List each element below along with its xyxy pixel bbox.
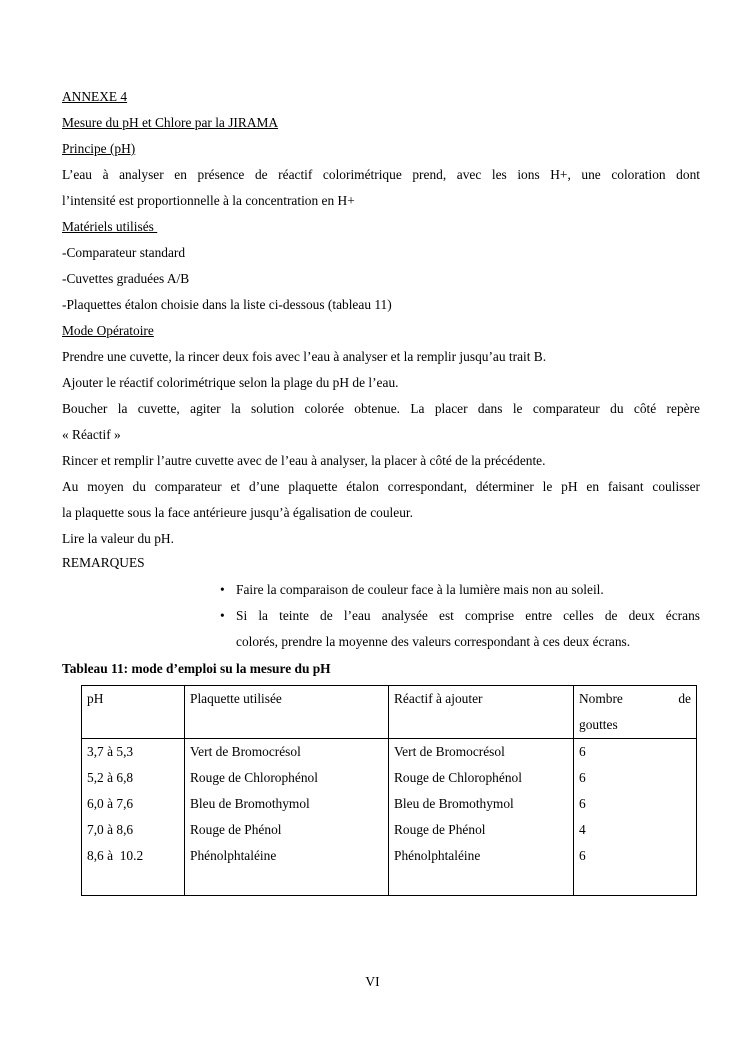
drops-column: 6 6 6 4 6 (574, 739, 697, 896)
section-title: Mesure du pH et Chlore par la JIRAMA (62, 115, 279, 130)
bullet-icon: • (220, 608, 225, 623)
principle-line-2: l’intensité est proportionnelle à la concentration en H+ (62, 193, 355, 208)
materials-heading: Matériels utilisés (62, 219, 158, 234)
header-plate: Plaquette utilisée (185, 686, 389, 739)
table-body-row (82, 739, 697, 896)
procedure-heading: Mode Opératoire (62, 323, 154, 338)
procedure-step-1: Prendre une cuvette, la rincer deux fois avec l’eau à analyser et la remplir jusqu’au trait B. (62, 349, 547, 364)
header-drops: Nombre de gouttes (574, 686, 697, 739)
procedure-step-4: Rincer et remplir l’autre cuvette avec de l’eau à analyser, la placer à côté de la précédente. (62, 453, 546, 468)
remark-item-2-continued: colorés, prendre la moyenne des valeurs correspondant à ces deux écrans. (236, 634, 631, 649)
header-ph: pH (82, 686, 185, 739)
principle-line-1: L’eau à analyser en présence de réactif colorimétrique prend, avec les ions H+, une coloration dont (62, 167, 700, 182)
procedure-step-3-line-1: Boucher la cuvette, agiter la solution colorée obtenue. La placer dans le comparateur du côté repère (62, 401, 700, 416)
procedure-step-5-line-2: la plaquette sous la face antérieure jusqu’à égalisation de couleur. (62, 505, 413, 520)
annex-title: ANNEXE 4 (62, 89, 128, 104)
remarks-heading: REMARQUES (62, 555, 145, 570)
materials-item-1: -Comparateur standard (62, 245, 186, 260)
procedure-step-2: Ajouter le réactif colorimétrique selon la plage du pH de l’eau. (62, 375, 399, 390)
page-number: VI (365, 974, 380, 989)
table-caption: Tableau 11: mode d’emploi su la mesure du pH (62, 661, 331, 676)
materials-item-3: -Plaquettes étalon choisie dans la liste ci-dessous (tableau 11) (62, 297, 392, 312)
procedure-step-3-line-2: « Réactif » (62, 427, 121, 442)
table-header-row (82, 686, 697, 739)
procedure-step-6: Lire la valeur du pH. (62, 531, 174, 546)
ph-column: 3,7 à 5,3 5,2 à 6,8 6,0 à 7,6 7,0 à 8,6 8,6 à 10.2 (82, 739, 185, 896)
remark-item-1: • Faire la comparaison de couleur face à la lumière mais non au soleil. (236, 577, 700, 603)
plate-column: Vert de Bromocrésol Rouge de Chlorophénol Bleu de Bromothymol Rouge de Phénol Phénolphtaléine (185, 739, 389, 896)
principle-heading: Principe (pH) (62, 141, 136, 156)
procedure-step-5-line-1: Au moyen du comparateur et d’une plaquette étalon correspondant, déterminer le pH en faisant coulisser (62, 479, 700, 494)
ph-table (81, 685, 697, 896)
bullet-icon: • (220, 582, 225, 597)
remark-item-2: • Si la teinte de l’eau analysée est comprise entre celles de deux écrans (236, 603, 700, 629)
reagent-column: Vert de Bromocrésol Rouge de Chlorophénol Bleu de Bromothymol Rouge de Phénol Phénolphtaléine (389, 739, 574, 896)
remarks-list (220, 577, 700, 655)
materials-item-2: -Cuvettes graduées A/B (62, 271, 190, 286)
header-reagent: Réactif à ajouter (389, 686, 574, 739)
